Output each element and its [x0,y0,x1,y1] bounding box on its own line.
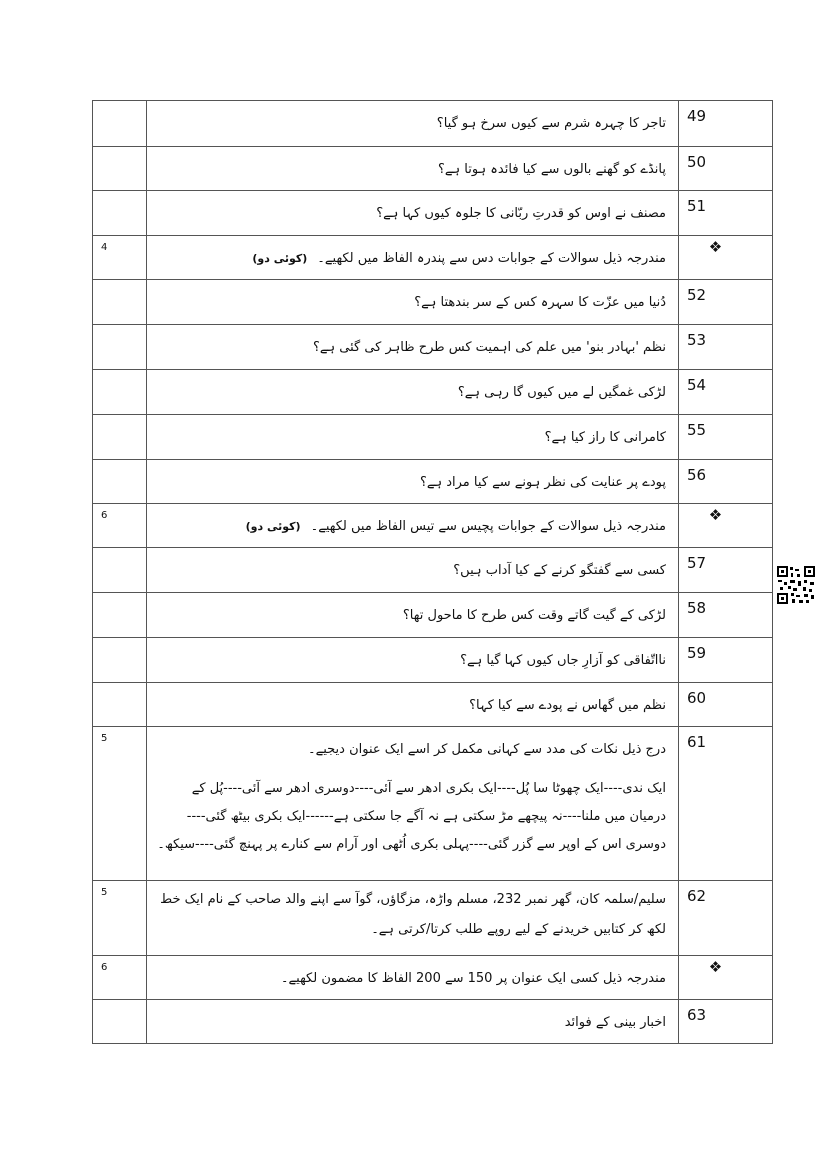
question-number: 59 [679,638,773,683]
marks-cell [93,638,147,683]
question-text-cell [147,881,679,956]
question-text-label: مندرجہ ذیل سوالات کے جوابات پچیس سے تیس الفاظ میں لکھیے۔ [310,519,666,534]
choice-note: (کوئی دو) [252,252,308,265]
marks-cell [93,370,147,415]
question-number: 62 [679,881,773,956]
section-header-row [93,236,773,280]
story-points: ایک ندی----ایک چھوٹا سا پُل----ایک بکری ادھر سے آئی----دوسری ادھر سے آئی----پُل کے درمیان میں ملنا----نہ پیچھے مڑ سکتی ہے نہ آگے جا سکتی ہے------ایک بکری بیٹھ گئی----دوسری اس کے اوپر سے گزر گئی----پہلی بکری اُٹھی اور آرام سے کنارے پر پہنچ گئی----سیکھ۔ [157,781,666,852]
question-text-label: کامرانی کا راز کیا ہے؟ [544,430,666,445]
question-number: 51 [679,191,773,236]
question-text [147,280,679,325]
marks-cell [93,325,147,370]
marks-cell [93,460,147,504]
question-text-label: کسی سے گفتگو کرنے کے کیا آداب ہیں؟ [453,563,666,578]
question-number: 49 [679,101,773,147]
marks-cell [93,191,147,236]
choice-note: (کوئی دو) [245,520,301,533]
marks-cell [93,280,147,325]
story-instruction: درج ذیل نکات کی مدد سے کہانی مکمل کر اسے ایک عنوان دیجیے۔ [308,742,666,757]
marks-cell [93,548,147,593]
essay-topic-row [93,1000,773,1044]
letter-question: سلیم/سلمہ کان، گھر نمبر 232، مسلم واڑہ، مزگاؤں، گوآ سے اپنے والد صاحب کے نام ایک خط لکھ کر کتابیں خریدنے کے لیے روپے طلب کرتا/کرتی ہے۔ [160,892,666,937]
question-number: 50 [679,147,773,191]
question-row [93,147,773,191]
marks-cell [93,1000,147,1044]
question-text [147,683,679,727]
question-text-label: تاجر کا چہرہ شرم سے کیوں سرخ ہو گیا؟ [436,116,666,131]
marks-cell [93,593,147,638]
question-text [147,325,679,370]
question-text [147,101,679,147]
question-number: 52 [679,280,773,325]
section-instruction [147,236,679,280]
question-text [147,191,679,236]
marks-cell: 5 [93,727,147,881]
question-number: 61 [679,727,773,881]
question-text-cell [147,727,679,881]
question-row [93,593,773,638]
letter-row [93,881,773,956]
diamond-bullet-icon: ❖ [679,504,773,548]
question-number: 63 [679,1000,773,1044]
marks-cell: 5 [93,881,147,956]
question-row [93,460,773,504]
question-row [93,638,773,683]
question-number: 60 [679,683,773,727]
question-number: 58 [679,593,773,638]
questions-table [92,100,773,1044]
question-number: 55 [679,415,773,460]
question-text [147,638,679,683]
question-text [147,593,679,638]
marks-cell [93,147,147,191]
question-text-label: نااتّفاقی کو آزارِ جاں کیوں کہا گیا ہے؟ [460,653,666,668]
marks-cell [93,683,147,727]
marks-cell [93,415,147,460]
question-row [93,191,773,236]
marks-cell: 6 [93,956,147,1000]
question-text [147,460,679,504]
diamond-bullet-icon: ❖ [679,236,773,280]
question-text [147,415,679,460]
question-text-label: لڑکی کے گیت گاتے وقت کس طرح کا ماحول تھا؟ [402,608,666,623]
question-row [93,101,773,147]
story-row [93,727,773,881]
section-instruction: مندرجہ ذیل کسی ایک عنوان پر 150 سے 200 الفاظ کا مضمون لکھیے۔ [147,956,679,1000]
question-row [93,370,773,415]
question-text-label: نظم 'بہادر بنو' میں علم کی اہمیت کس طرح ظاہر کی گئی ہے؟ [312,340,666,355]
question-text [147,147,679,191]
question-number: 56 [679,460,773,504]
section-header-row [93,504,773,548]
question-text-label: دُنیا میں عزّت کا سہرہ کس کے سر بندھتا ہے؟ [414,295,666,310]
question-text-label: نظم میں گھاس نے پودے سے کیا کہا؟ [469,698,666,713]
qr-code-icon [776,565,816,605]
marks-cell [93,101,147,147]
question-row [93,683,773,727]
marks-cell: 6 [93,504,147,548]
question-text [147,548,679,593]
question-text-label: پودے پر عنایت کی نظر ہونے سے کیا مراد ہے؟ [419,475,666,490]
question-row [93,280,773,325]
essay-header-row [93,956,773,1000]
question-text-label: لڑکی غمگیں لے میں کیوں گا رہی ہے؟ [457,385,666,400]
marks-cell: 4 [93,236,147,280]
question-text [147,370,679,415]
question-text-label: مندرجہ ذیل سوالات کے جوابات دس سے پندرہ الفاظ میں لکھیے۔ [317,251,666,266]
question-row [93,548,773,593]
question-text-label: پانڈے کو گھنے بالوں سے کیا فائدہ ہوتا ہے؟ [438,162,666,177]
question-number: 54 [679,370,773,415]
diamond-bullet-icon: ❖ [679,956,773,1000]
section-instruction [147,504,679,548]
question-number: 57 [679,548,773,593]
essay-topic: اخبار بینی کے فوائد [147,1000,679,1044]
question-row [93,415,773,460]
question-number: 53 [679,325,773,370]
question-text-label: مصنف نے اوس کو قدرتِ ربّانی کا جلوہ کیوں کہا ہے؟ [376,206,666,221]
question-row [93,325,773,370]
